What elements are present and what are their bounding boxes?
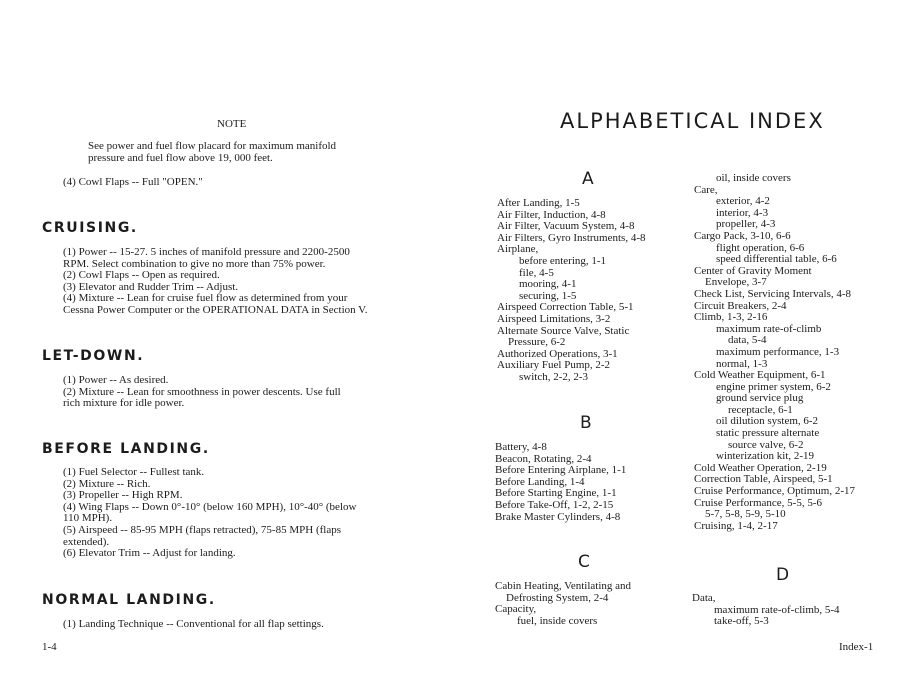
section-letter-a: A: [582, 169, 594, 189]
index-entry: Beacon, Rotating, 2-4: [495, 452, 592, 465]
step-line: (3) Propeller -- High RPM.: [63, 489, 183, 502]
step-line: Cessna Power Computer or the OPERATIONAL DATA in Section V.: [63, 303, 368, 316]
index-entry: Cruising, 1-4, 2-17: [694, 519, 778, 532]
index-subentry: oil dilution system, 6-2: [716, 415, 819, 428]
index-entry: Before Starting Engine, 1-1: [495, 487, 617, 500]
index-subentry: maximum performance, 1-3: [716, 345, 840, 358]
step-line: 110 MPH).: [63, 512, 113, 525]
index-entry: Climb, 1-3, 2-16: [694, 311, 768, 324]
cruising-heading: CRUISING.: [42, 220, 138, 236]
step-line: (5) Airspeed -- 85-95 MPH (flaps retracted), 75-85 MPH (flaps: [63, 523, 341, 536]
before-landing-steps: [63, 467, 356, 560]
index-entry: Cruise Performance, Optimum, 2-17: [694, 485, 855, 498]
index-entry: Data,: [692, 592, 716, 604]
page-number: 1-4: [42, 641, 57, 653]
index-subentry: file, 4-5: [519, 266, 554, 279]
step-line: (4) Mixture -- Lean for cruise fuel flow as determined from your: [63, 292, 348, 305]
index-entry: Auxiliary Fuel Pump, 2-2: [497, 359, 611, 372]
index-subentry: securing, 1-5: [519, 289, 577, 302]
index-subentry: fuel, inside covers: [517, 614, 598, 627]
step-line: (6) Elevator Trim -- Adjust for landing.: [63, 547, 236, 560]
index-subentry: switch, 2-2, 2-3: [519, 370, 589, 383]
index-entry: Capacity,: [495, 603, 537, 616]
index-subentry: engine primer system, 6-2: [716, 380, 831, 393]
index-continuation: Pressure, 6-2: [508, 336, 566, 349]
section-letter-b: B: [580, 413, 592, 433]
index-entry: Air Filter, Induction, 4-8: [497, 208, 606, 221]
step-line: (1) Landing Technique -- Conventional for all flap settings.: [63, 618, 324, 630]
index-subentry: oil, inside covers: [716, 172, 791, 184]
index-continuation: source valve, 6-2: [728, 438, 804, 451]
index-entry: Care,: [694, 183, 718, 196]
index-subentry: speed differential table, 6-6: [716, 253, 837, 266]
index-entry: Airspeed Correction Table, 5-1: [497, 301, 634, 314]
index-entry: Correction Table, Airspeed, 5-1: [694, 473, 833, 486]
normal-landing-heading: NORMAL LANDING.: [42, 592, 216, 608]
index-continuation: receptacle, 6-1: [728, 403, 793, 416]
note-line: pressure and fuel flow above 19, 000 feet.: [88, 152, 273, 164]
cowl-flaps-step: (4) Cowl Flaps -- Full "OPEN.": [63, 176, 203, 188]
index-subentry: interior, 4-3: [716, 206, 769, 219]
section-letter-c: C: [578, 552, 590, 572]
index-entry: Before Take-Off, 1-2, 2-15: [495, 498, 614, 511]
index-entry: Alternate Source Valve, Static: [497, 324, 630, 337]
index-entry: Before Landing, 1-4: [495, 475, 585, 488]
index-entry: Authorized Operations, 3-1: [497, 347, 618, 360]
index-subentry: ground service plug: [716, 392, 804, 405]
index-section-b: [495, 442, 626, 523]
index-subentry: flight operation, 6-6: [716, 241, 805, 254]
index-entry: Cabin Heating, Ventilating and: [495, 580, 632, 592]
index-subentry: before entering, 1-1: [519, 254, 607, 267]
step-line: (2) Mixture -- Rich.: [63, 477, 151, 490]
index-title: ALPHABETICAL INDEX: [560, 109, 825, 133]
cruising-steps: [63, 247, 367, 317]
index-subentry: take-off, 5-3: [714, 615, 769, 628]
step-line: RPM. Select combination to give no more than 75% power.: [63, 257, 326, 270]
step-line: (1) Fuel Selector -- Fullest tank.: [63, 466, 205, 478]
index-subentry: normal, 1-3: [716, 357, 768, 370]
index-entry: Before Entering Airplane, 1-1: [495, 464, 627, 477]
index-entry: Airspeed Limitations, 3-2: [497, 312, 611, 325]
step-line: (1) Power -- As desired.: [63, 374, 169, 386]
index-continuation: Defrosting System, 2-4: [506, 591, 609, 604]
step-line: (3) Elevator and Rudder Trim -- Adjust.: [63, 280, 239, 293]
index-entry: Cold Weather Operation, 2-19: [694, 461, 827, 474]
index-entry: Cold Weather Equipment, 6-1: [694, 369, 826, 382]
index-section-d: [692, 593, 840, 628]
index-entry: After Landing, 1-5: [497, 197, 580, 209]
step-line: rich mixture for idle power.: [63, 397, 185, 410]
index-entry: Airplane,: [497, 243, 539, 256]
index-subentry: static pressure alternate: [716, 427, 820, 440]
let-down-heading: LET-DOWN.: [42, 348, 145, 364]
step-line: (2) Mixture -- Lean for smoothness in power descents. Use full: [63, 385, 341, 398]
index-entry: Check List, Servicing Intervals, 4-8: [694, 287, 852, 300]
index-section-a: [497, 198, 645, 384]
step-line: (2) Cowl Flaps -- Open as required.: [63, 269, 220, 282]
index-section-c: [495, 581, 631, 627]
before-landing-heading: BEFORE LANDING.: [42, 441, 210, 457]
index-entry: Air Filter, Vacuum System, 4-8: [497, 220, 635, 233]
index-continuation: data, 5-4: [728, 334, 767, 347]
index-subentry: maximum rate-of-climb, 5-4: [714, 603, 840, 616]
note-heading: NOTE: [217, 118, 247, 130]
step-line: (1) Power -- 15-27. 5 inches of manifold pressure and 2200-2500: [63, 246, 350, 258]
index-entry: Center of Gravity Moment: [694, 264, 812, 277]
index-continuation: Envelope, 3-7: [705, 276, 767, 289]
let-down-steps: [63, 375, 341, 410]
step-line: (4) Wing Flaps -- Down 0°-10° (below 160 MPH), 10°-40° (below: [63, 500, 357, 513]
note-line: See power and fuel flow placard for maximum manifold: [88, 140, 337, 152]
index-subentry: maximum rate-of-climb: [716, 322, 822, 335]
index-continuation: 5-7, 5-8, 5-9, 5-10: [705, 508, 786, 521]
index-entry: Cruise Performance, 5-5, 5-6: [694, 496, 822, 509]
page-number: Index-1: [839, 641, 874, 653]
index-entry: Circuit Breakers, 2-4: [694, 299, 787, 312]
index-subentry: mooring, 4-1: [519, 278, 577, 291]
index-entry: Brake Master Cylinders, 4-8: [495, 510, 621, 523]
index-subentry: winterization kit, 2-19: [716, 450, 815, 463]
index-entry: Air Filters, Gyro Instruments, 4-8: [497, 231, 646, 244]
index-subentry: exterior, 4-2: [716, 195, 770, 208]
index-subentry: propeller, 4-3: [716, 218, 776, 231]
index-entry: Cargo Pack, 3-10, 6-6: [694, 229, 791, 242]
index-section-c-continued: [694, 173, 855, 532]
index-entry: Battery, 4-8: [495, 441, 547, 453]
step-line: extended).: [63, 535, 110, 548]
section-letter-d: D: [776, 565, 790, 585]
